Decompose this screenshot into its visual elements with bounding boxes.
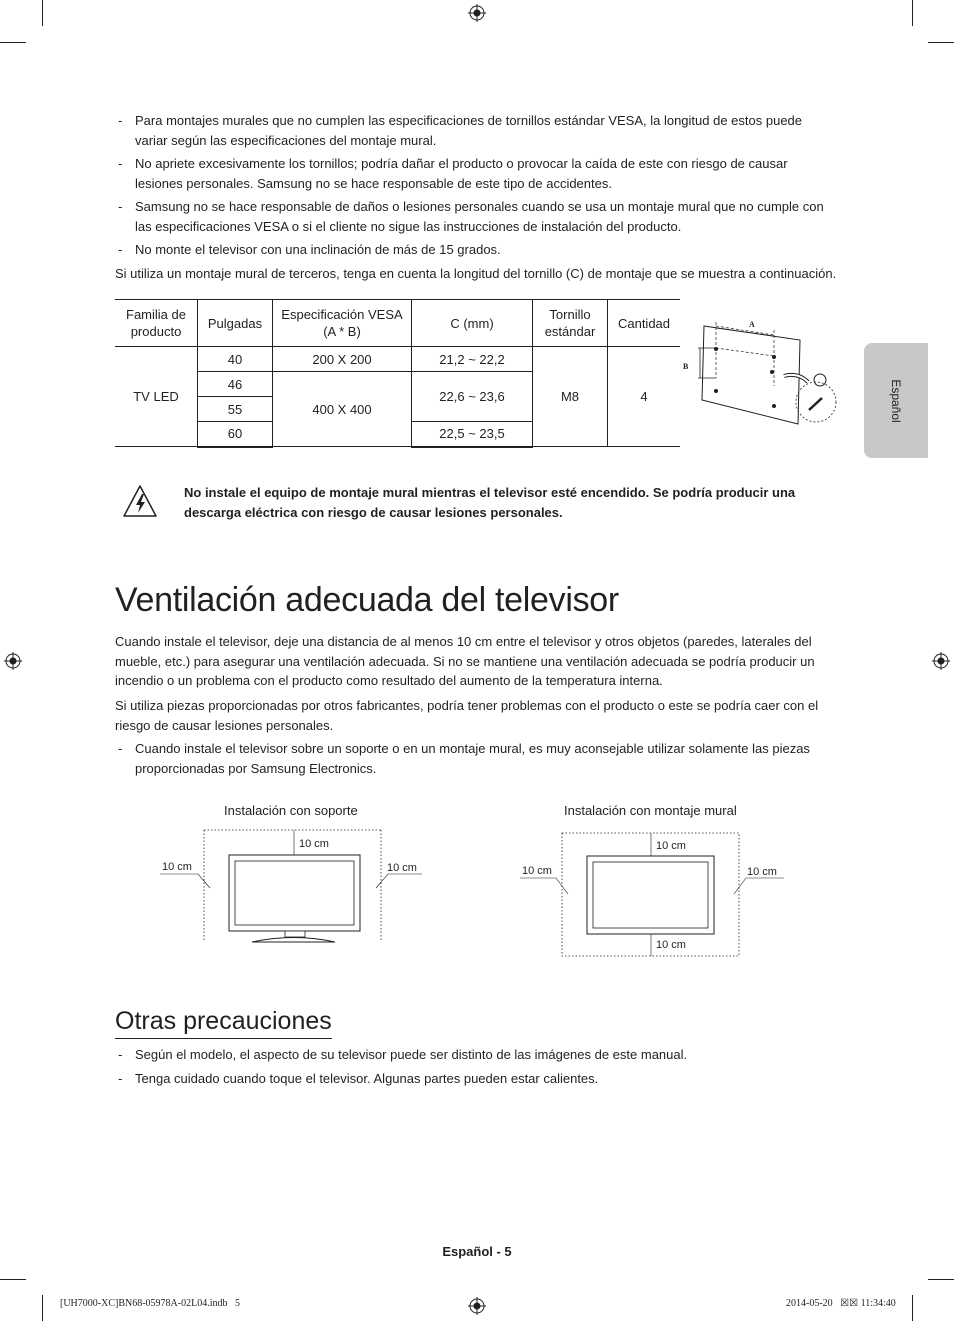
top-clearance-label: 10 cm (656, 840, 686, 852)
list-item (115, 1069, 835, 1089)
right-clearance-label: 10 cm (747, 866, 777, 878)
crop-mark (0, 1279, 26, 1280)
right-clearance-label: 10 cm (387, 862, 417, 874)
registration-mark-icon (4, 652, 22, 670)
section-subtitle: Otras precauciones (115, 1005, 332, 1039)
bullet-dash: - (118, 113, 123, 128)
left-clearance-label: 10 cm (162, 861, 192, 873)
crop-mark (928, 42, 954, 43)
registration-mark-icon (468, 4, 486, 22)
left-clearance-label: 10 cm (522, 865, 552, 877)
mount-clearance-diagram (518, 830, 786, 958)
table-header: Pulgadas (198, 300, 273, 347)
table-cell: 22,6 ~ 23,6 (412, 372, 533, 422)
registration-mark-icon (932, 652, 950, 670)
list-item-text: Para montajes murales que no cumplen las especificaciones de tornillos estándar VESA, la longitud de estos puede variar según las especificaciones del montaje mural. (135, 113, 803, 148)
list-item (115, 240, 835, 260)
crop-mark (0, 42, 26, 43)
list-item (115, 154, 835, 193)
table-cell: 200 X 200 (273, 347, 412, 372)
table-cell: 21,2 ~ 22,2 (412, 347, 533, 372)
table-cell: 60 (198, 422, 273, 447)
table-cell: 40 (198, 347, 273, 372)
top-clearance-label: 10 cm (299, 838, 329, 850)
table-row (115, 347, 680, 372)
dimension-label-a: A (749, 320, 755, 329)
bullet-dash: - (118, 242, 123, 257)
electric-warning-icon (122, 484, 158, 518)
section-title: Ventilación adecuada del televisor (115, 581, 619, 619)
table-cell: 55 (198, 397, 273, 422)
list-item-text: Según el modelo, el aspecto de su televisor puede ser distinto de las imágenes de este manual. (135, 1047, 688, 1062)
stand-clearance-diagram (160, 826, 430, 946)
registration-mark-icon (468, 1297, 486, 1315)
table-intro: Si utiliza un montaje mural de terceros, tenga en cuenta la longitud del tornillo (C) de montaje que se muestra a continuación. (115, 266, 837, 281)
bullet-dash: - (118, 741, 123, 756)
bullet-dash: - (118, 156, 123, 171)
mount-caption: Instalación con montaje mural (564, 803, 737, 818)
table-header: C (mm) (412, 300, 533, 347)
table-header: Especificación VESA (A * B) (273, 300, 412, 347)
list-item-text: Samsung no se hace responsable de daños o lesiones personales cuando se usa un montaje mural que no cumple con las especificaciones VESA o si el cliente no sigue las instrucciones de instalación del producto. (135, 199, 824, 234)
crop-mark (912, 1295, 913, 1321)
paragraph: Cuando instale el televisor, deje una distancia de al menos 10 cm entre el televisor y otros objetos (paredes, laterales del mueble, etc.) para asegurar una ventilación adecuada. Si no se mantiene una ventilación adecuada se podría producir un incendio o un problema con el producto como resultado del aumento de la temperatura interna. (115, 634, 815, 688)
list-item (115, 1045, 835, 1065)
table-cell: 4 (608, 347, 681, 447)
vesa-spec-table (115, 299, 680, 448)
language-tab-label: Español (889, 378, 903, 423)
language-side-tab (864, 343, 928, 458)
table-cell: 400 X 400 (273, 372, 412, 447)
list-item-text: No apriete excesivamente los tornillos; podría dañar el producto o provocar la caída de este con riesgo de causar lesiones personales. Samsung no se hace responsable de este tipo de accidentes. (135, 156, 788, 191)
table-cell: 22,5 ~ 23,5 (412, 422, 533, 447)
table-header: Familia de producto (115, 300, 198, 347)
list-item-text: No monte el televisor con una inclinación de más de 15 grados. (135, 242, 501, 257)
bullet-dash: - (118, 199, 123, 214)
crop-mark (42, 0, 43, 26)
wall-mount-screw-diagram (676, 312, 838, 430)
crop-mark (928, 1279, 954, 1280)
warning-text: No instale el equipo de montaje mural mientras el televisor esté encendido. Se podría producir una descarga eléctrica con riesgo de causar lesiones personales. (184, 485, 796, 520)
list-item-text: Tenga cuidado cuando toque el televisor. Algunas partes pueden estar calientes. (135, 1071, 599, 1086)
list-item (115, 197, 835, 236)
bullet-dash: - (118, 1071, 123, 1086)
crop-mark (912, 0, 913, 26)
stand-caption: Instalación con soporte (224, 803, 358, 818)
print-date: 2014-05-20 ☒☒ 11:34:40 (786, 1298, 896, 1309)
crop-mark (42, 1295, 43, 1321)
list-item (115, 111, 835, 150)
list-item (115, 739, 835, 778)
file-slug: [UH7000-XC]BN68-05978A-02L04.indb 5 (60, 1298, 240, 1309)
list-item-text: Cuando instale el televisor sobre un soporte o en un montaje mural, es muy aconsejable utilizar solamente las piezas proporcionadas por Samsung Electronics. (135, 741, 810, 776)
table-cell: TV LED (115, 347, 198, 447)
bottom-clearance-label: 10 cm (656, 939, 686, 951)
dimension-label-b: B (683, 362, 689, 371)
table-header: Tornillo estándar (533, 300, 608, 347)
table-cell: 46 (198, 372, 273, 397)
page-number: Español - 5 (442, 1244, 512, 1259)
paragraph: Si utiliza piezas proporcionadas por otros fabricantes, podría tener problemas con el producto o este se podría caer con el riesgo de causar lesiones personales. (115, 698, 819, 733)
table-header: Cantidad (608, 300, 681, 347)
table-cell: M8 (533, 347, 608, 447)
bullet-dash: - (118, 1047, 123, 1062)
